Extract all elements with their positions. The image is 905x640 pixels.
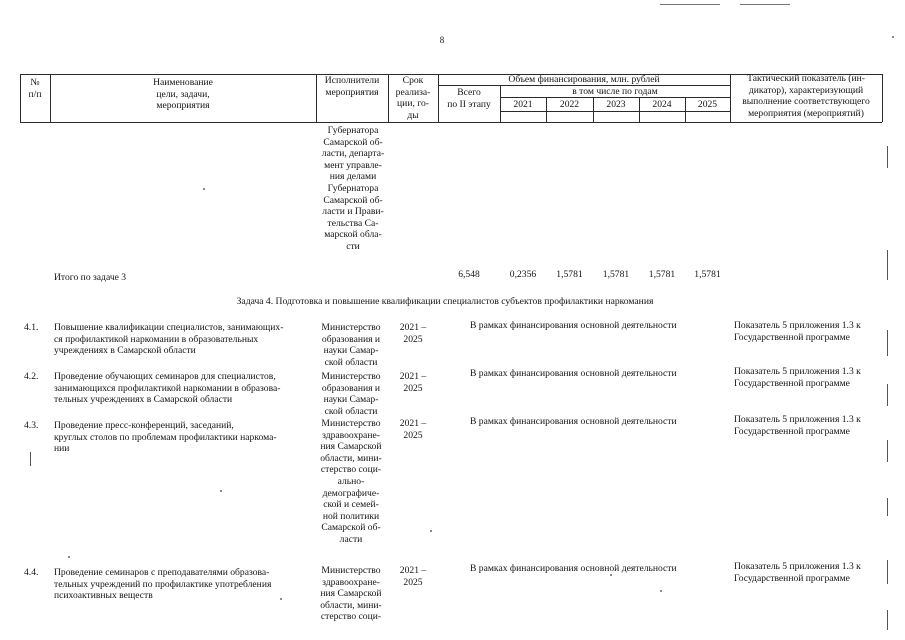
header-by-years: в том числе по годам — [572, 86, 658, 97]
header-total: Всего по II этапу — [447, 87, 491, 110]
row-term: 2021 – 2025 — [399, 565, 427, 588]
subtotal-2024: 1,5781 — [648, 269, 676, 280]
row-name: Проведение обучающих семинаров для специалистов, занимающихся профилактикой наркомании в образова- тельных учреждениях в Самарской области — [54, 371, 281, 406]
row-indicator: Показатель 5 приложения 1.3 к Государственной программе — [734, 561, 861, 584]
subtotal-2021: 0,2356 — [509, 269, 537, 280]
header-term: Срок реализа- ции, го- ды — [395, 75, 431, 121]
row-name: Проведение семинаров с преподавателями образова- тельных учреждений по профилактике употребления психоактивных веществ — [54, 567, 272, 602]
row-executors: Министерство образования и науки Самар- ской области — [321, 371, 381, 417]
row-name: Проведение пресс-конференций, заседаний, круглых столов по проблемам профилактики наркома- нии — [54, 420, 277, 455]
row-funding: В рамках финансирования основной деятельности — [470, 368, 677, 379]
header-indicator: Тактический показатель (ин- дикатор), характеризующий выполнение соответствующего мероприятия (мероприятий) — [742, 73, 870, 119]
row-funding: В рамках финансирования основной деятельности — [470, 563, 677, 574]
page-number: 8 — [439, 35, 445, 45]
subtotal-2022: 1,5781 — [556, 269, 583, 280]
row-executors: Министерство здравоохране- ния Самарской области, мини- стерство соци- — [320, 565, 382, 623]
subtotal-label: Итого по задаче 3 — [54, 272, 127, 283]
row-name: Повышение квалификации специалистов, занимающих- ся профилактикой наркомании в образовательных учреждениях в Самарской области — [54, 322, 284, 357]
row-number: 4.2. — [24, 371, 39, 382]
continued-executors: Губернатора Самарской об- ласти, департа- мент управле- ния делами Губернатора Самарской об- ласти и Прави- тельства Са- марской обла- сти — [321, 125, 385, 252]
header-num: № п/п — [28, 77, 42, 100]
header-year-2024: 2024 — [652, 99, 672, 110]
header-year-2021: 2021 — [513, 99, 533, 110]
row-indicator: Показатель 5 приложения 1.3 к Государственной программе — [734, 414, 861, 437]
row-funding: В рамках финансирования основной деятельности — [470, 416, 677, 427]
subtotal-total: 6,548 — [458, 269, 480, 280]
row-term: 2021 – 2025 — [399, 322, 427, 345]
task-4-title: Задача 4. Подготовка и повышение квалификации специалистов субъектов профилактики наркомания — [236, 296, 654, 307]
row-term: 2021 – 2025 — [399, 418, 427, 441]
row-executors: Министерство образования и науки Самар- ской области — [321, 322, 381, 368]
row-number: 4.1. — [24, 322, 39, 333]
header-year-2022: 2022 — [559, 99, 580, 110]
subtotal-2025: 1,5781 — [694, 269, 721, 280]
header-year-2025: 2025 — [697, 99, 718, 110]
row-term: 2021 – 2025 — [399, 371, 427, 394]
row-executors: Министерство здравоохране- ния Самарской области, мини- стерство соци- ально- демографиче- ской и семей- ной политики Самарской об- ласти — [320, 418, 382, 545]
row-funding: В рамках финансирования основной деятельности — [470, 320, 677, 331]
header-year-2023: 2023 — [606, 99, 626, 110]
header-name: Наименование цели, задачи, мероприятия — [153, 77, 213, 112]
subtotal-2023: 1,5781 — [602, 269, 630, 280]
row-number: 4.3. — [24, 420, 39, 431]
header-funding: Объем финансирования, млн. рублей — [508, 74, 660, 85]
row-indicator: Показатель 5 приложения 1.3 к Государственной программе — [734, 366, 861, 389]
header-executors: Исполнители мероприятия — [324, 75, 380, 98]
row-number: 4.4. — [24, 567, 39, 578]
row-indicator: Показатель 5 приложения 1.3 к Государственной программе — [734, 320, 861, 343]
